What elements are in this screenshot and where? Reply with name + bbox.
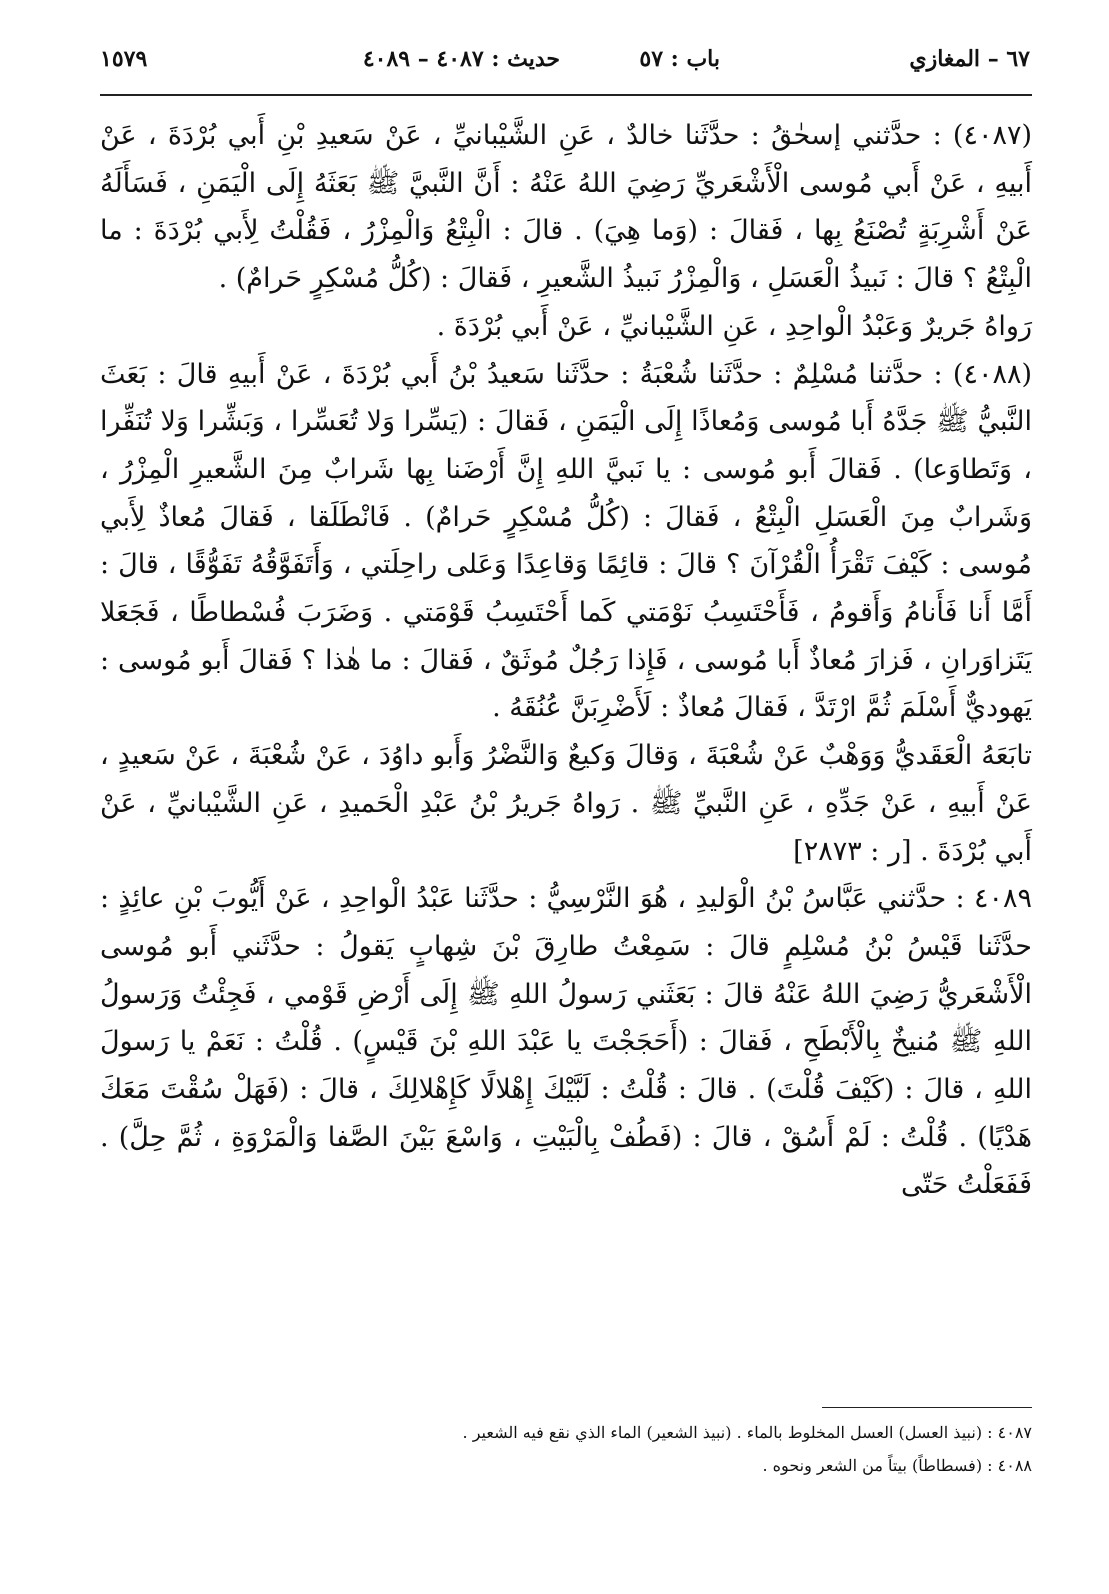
main-text bbox=[100, 112, 1032, 1209]
footnotes bbox=[100, 1416, 1032, 1482]
hadith-4088: (٤٠٨٨) : حدَّثنا مُسْلِمٌ : حدَّثَنا شُعْبَةُ : حدَّثَنا سَعيدُ بْنُ أَبي بُرْدَةَ ، عَنْ أَبيهِ قالَ : بَعَثَ النَّبيُّ ﷺ جَدَّهُ أَبا مُوسى وَمُعاذًا إِلَى الْيَمَنِ ، فَقالَ : (يَسِّرا وَلا تُعَسِّرا ، وَبَشِّرا وَلا تُنَفِّرا ، وَتَطاوَعا) . فَقالَ أَبو مُوسى : يا نَبيَّ اللهِ إِنَّ أَرْضَنا بِها شَرابٌ مِنَ الشَّعيرِ الْمِزْرُ ، وَشَرابٌ مِنَ الْعَسَلِ الْبِتْعُ ، فَقالَ : (كُلُّ مُسْكِرٍ حَرامٌ) . فَانْطَلَقا ، فَقالَ مُعاذٌ لِأَبي مُوسى : كَيْفَ تَقْرَأُ الْقُرْآنَ ؟ قالَ : قائِمًا وَقاعِدًا وَعَلى راحِلَتي ، وَأَتَفَوَّقُهُ تَفَوُّقًا ، قالَ : أَمَّا أَنا فَأَنامُ وَأَقومُ ، فَأَحْتَسِبُ نَوْمَتي كَما أَحْتَسِبُ قَوْمَتي . وَضَرَبَ فُسْطاطًا ، فَجَعَلا يَتَزاوَرانِ ، فَزارَ مُعاذٌ أَبا مُوسى ، فَإِذا رَجُلٌ مُوثَقٌ ، فَقالَ : ما هٰذا ؟ فَقالَ أَبو مُوسى : يَهوديٌّ أَسْلَمَ ثُمَّ ارْتَدَّ ، فَقالَ مُعاذٌ : لَأَضْرِبَنَّ عُنُقَهُ . bbox=[100, 358, 1032, 724]
footnote-4088: ٤٠٨٨ : (فسطاطاً) بيتاً من الشعر ونحوه . bbox=[762, 1456, 1032, 1475]
riwaya-note-4087: رَواهُ جَريرٌ وَعَبْدُ الْواحِدِ ، عَنِ الشَّيْبانيِّ ، عَنْ أَبي بُرْدَةَ . bbox=[436, 310, 1032, 342]
page-number: ١٥٧٩ bbox=[100, 46, 148, 72]
footnote-4087: ٤٠٨٧ : (نبيذ العسل) العسل المخلوط بالماء . (نبيذ الشعير) الماء الذي نقع فيه الشعير . bbox=[462, 1423, 1032, 1442]
hadith-range: حديث : ٤٠٨٧ – ٤٠٨٩ bbox=[362, 46, 560, 72]
hadith-4089: ٤٠٨٩ : حدَّثني عَبَّاسُ بْنُ الْوَليدِ ، هُوَ النَّرْسِيُّ : حدَّثَنا عَبْدُ الْواحِدِ ، عَنْ أَيُّوبَ بْنِ عائِذٍ : حدَّثَنا قَيْسُ بْنُ مُسْلِمٍ قالَ : سَمِعْتُ طارِقَ بْنَ شِهابٍ يَقولُ : حدَّثَني أَبو مُوسى الْأَشْعَريُّ رَضِيَ اللهُ عَنْهُ قالَ : بَعَثَني رَسولُ اللهِ ﷺ إِلَى أَرْضِ قَوْمي ، فَجِئْتُ وَرَسولُ اللهِ ﷺ مُنيخٌ بِالْأَبْطَحِ ، فَقالَ : (أَحَجَجْتَ يا عَبْدَ اللهِ بْنَ قَيْسٍ) . قُلْتُ : نَعَمْ يا رَسولَ اللهِ ، قالَ : (كَيْفَ قُلْتَ) . قالَ : قُلْتُ : لَبَّيْكَ إِهْلالًا كَإِهْلالِكَ ، قالَ : (فَهَلْ سُقْتَ مَعَكَ هَدْيًا) . قُلْتُ : لَمْ أَسُقْ ، قالَ : (فَطُفْ بِالْبَيْتِ ، وَاسْعَ بَيْنَ الصَّفا وَالْمَرْوَةِ ، ثُمَّ حِلَّ) . فَفَعَلْتُ حَتّى bbox=[100, 883, 1032, 1201]
hadith-4087: (٤٠٨٧) : حدَّثني إسحٰقُ : حدَّثَنا خالدٌ ، عَنِ الشَّيْبانيِّ ، عَنْ سَعيدِ بْنِ أَبي بُرْدَةَ ، عَنْ أَبيهِ ، عَنْ أَبي مُوسى الْأَشْعَريِّ رَضِيَ اللهُ عَنْهُ : أَنَّ النَّبيَّ ﷺ بَعَثَهُ إِلَى الْيَمَنِ ، فَسَأَلَهُ عَنْ أَشْرِبَةٍ تُصْنَعُ بِها ، فَقالَ : (وَما هِيَ) . قالَ : الْبِتْعُ وَالْمِزْرُ ، فَقُلْتُ لِأَبي بُرْدَةَ : ما الْبِتْعُ ؟ قالَ : نَبيذُ الْعَسَلِ ، وَالْمِزْرُ نَبيذُ الشَّعيرِ ، فَقالَ : (كُلُّ مُسْكِرٍ حَرامٌ) . bbox=[100, 120, 1032, 295]
mutaba-note-4088: تابَعَهُ الْعَقَديُّ وَوَهْبٌ عَنْ شُعْبَةَ ، وَقالَ وَكيعٌ وَالنَّضْرُ وَأَبو داوُدَ ، عَنْ شُعْبَةَ ، عَنْ سَعيدٍ ، عَنْ أَبيهِ ، عَنْ جَدِّهِ ، عَنِ النَّبيِّ ﷺ . رَواهُ جَريرُ بْنُ عَبْدِ الْحَميدِ ، عَنِ الشَّيْبانيِّ ، عَنْ أَبي بُرْدَةَ . [ر : ٢٨٧٣] bbox=[100, 740, 1032, 867]
chapter-title: ٦٧ – المغازي bbox=[909, 46, 1030, 72]
running-header bbox=[100, 40, 1030, 88]
footnote-rule bbox=[822, 1407, 1032, 1408]
bab-number: باب : ٥٧ bbox=[639, 46, 720, 72]
header-rule bbox=[100, 94, 1032, 96]
